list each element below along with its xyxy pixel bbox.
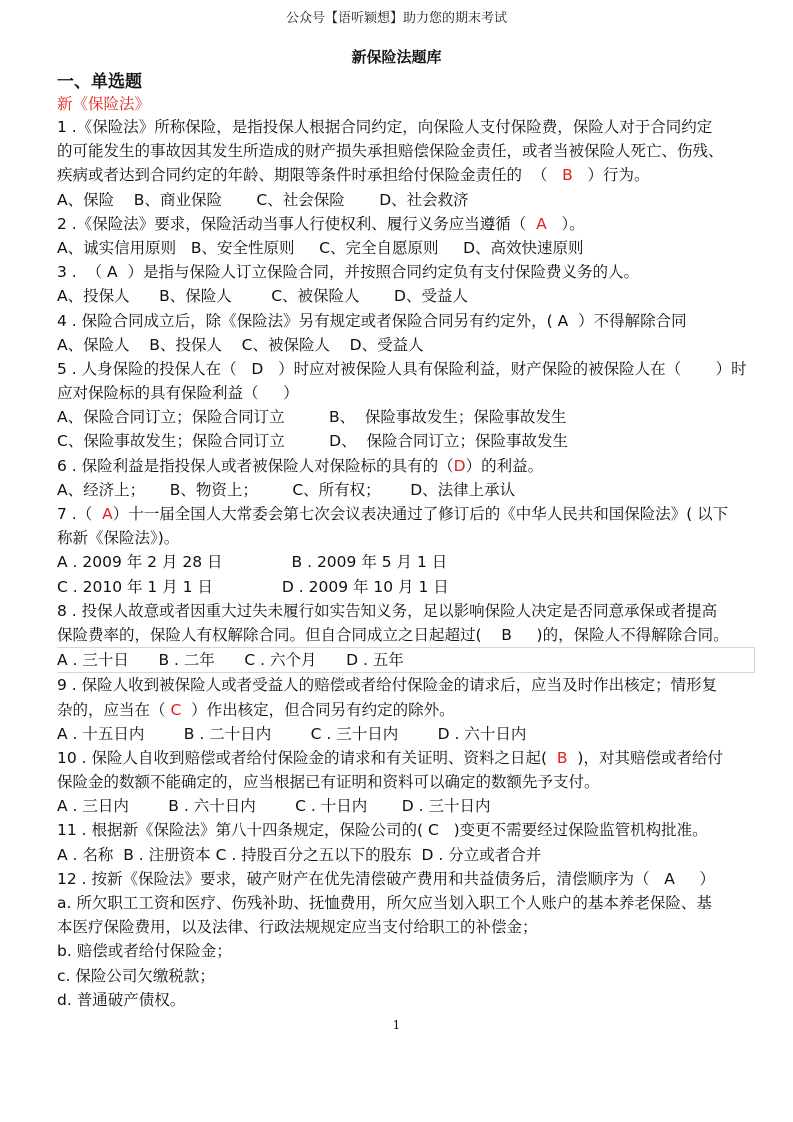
line-text: C . 2010 年 1 月 1 日 D . 2009 年 10 月 1 日 — [57, 577, 449, 596]
question-line — [57, 575, 747, 599]
line-text-tail: ）的利益。 — [465, 456, 544, 475]
line-text: 的可能发生的事故因其发生所造成的财产损失承担赔偿保险金责任，或者当被保险人死亡、伤残、 — [57, 142, 724, 161]
question-line — [57, 599, 747, 623]
line-text: 3 . （ A ）是指与保险人订立保险合同，并按照合同约定负有支付保险费义务的人。 — [57, 263, 639, 282]
line-text: 11 . 根据新《保险法》第八十四条规定，保险公司的( C )变更不需要经过保险监管机构批准。 — [57, 821, 708, 840]
answer-mark: B — [562, 166, 573, 185]
line-text: 疾病或者达到合同约定的年龄、期限等条件时承担给付保险金责任的 （ — [57, 166, 563, 185]
question-line — [57, 722, 747, 746]
question-line — [57, 647, 755, 673]
line-text: a. 所欠职工工资和医疗、伤残补助、抚恤费用，所欠应当划入职工个人账户的基本养老保险、基 — [57, 894, 712, 912]
page-header: 公众号【语听颖想】助力您的期末考试 — [285, 11, 507, 26]
line-text-tail: ）。 — [546, 214, 585, 233]
answer-mark: A — [102, 505, 113, 523]
line-text: 应对保险标的具有保险利益（ ） — [57, 384, 299, 403]
line-text: 6 . 保险利益是指投保人或者被保险人对保险标的具有的（ — [57, 456, 454, 475]
question-line — [57, 115, 747, 139]
line-text: A . 2009 年 2 月 28 日 B . 2009 年 5 月 1 日 — [57, 553, 448, 572]
line-text-tail: )，对其赔偿或者给付 — [567, 748, 723, 767]
line-text: d. 普通破产债权。 — [57, 990, 186, 1009]
question-line — [57, 623, 747, 647]
question-line — [57, 502, 747, 526]
question-line — [57, 770, 747, 794]
line-text: 称新《保险法》)。 — [57, 529, 180, 548]
question-line — [57, 915, 747, 939]
question-line — [57, 964, 747, 988]
question-line — [57, 139, 747, 163]
line-text-tail: ）十一届全国人大常委会第七次会议表决通过了修订后的《中华人民共和国保险法》( 以下 — [112, 505, 729, 523]
line-text: A、保险合同订立；保险合同订立 B、 保险事故发生；保险事故发生 — [57, 408, 567, 427]
line-text: A、保险人 B、投保人 C、被保险人 D、受益人 — [57, 335, 424, 354]
question-line — [57, 429, 747, 453]
answer-mark: D — [453, 456, 466, 475]
question-line — [57, 939, 747, 963]
question-line — [57, 673, 747, 697]
subsection-heading: 新《保险法》 — [57, 95, 151, 113]
line-text-tail: ）行为。 — [572, 166, 650, 185]
line-text: c. 保险公司欠缴税款； — [57, 966, 215, 985]
line-text: 10 . 保险人自收到赔偿或者给付保险金的请求和有关证明、资料之日起( — [57, 748, 557, 767]
line-text: 7 .（ — [57, 505, 103, 523]
question-line — [57, 891, 747, 915]
question-line — [57, 867, 747, 891]
line-text: A、经济上； B、物资上； C、所有权； D、法律上承认 — [57, 480, 516, 499]
line-text: A . 名称 B . 注册资本 C . 持股百分之五以下的股东 D . 分立或者合并 — [57, 845, 542, 864]
question-line — [57, 212, 747, 236]
answer-mark: B — [556, 748, 568, 767]
question-line — [57, 818, 747, 842]
line-text: 1 .《保险法》所称保险，是指投保人根据合同约定，向保险人支付保险费，保险人对于合同约定 — [57, 118, 713, 136]
question-line — [57, 381, 747, 405]
line-text: 保险费率的，保险人有权解除合同。但自合同成立之日起超过( B )的，保险人不得解除合同。 — [57, 625, 729, 644]
document-title: 新保险法题库 — [351, 48, 442, 66]
question-line — [57, 284, 747, 308]
section-heading: 一、单选题 — [57, 72, 142, 92]
question-line — [57, 526, 747, 550]
question-line — [57, 333, 747, 357]
line-text: 2 .《保险法》要求，保险活动当事人行使权利、履行义务应当遵循（ — [57, 214, 537, 233]
question-line — [57, 454, 747, 478]
line-text: 杂的，应当在（ — [57, 700, 171, 719]
question-line — [57, 698, 747, 722]
question-line — [57, 550, 747, 574]
question-line — [57, 746, 747, 770]
question-line — [57, 309, 747, 333]
page-number: 1 — [392, 1018, 401, 1032]
question-list — [57, 115, 747, 1012]
answer-mark: C — [170, 700, 182, 719]
line-text: 本医疗保险费用，以及法律、行政法规规定应当支付给职工的补偿金； — [57, 918, 538, 937]
line-text: A . 三日内 B . 六十日内 C . 十日内 D . 三十日内 — [57, 797, 491, 816]
line-text: 5 . 人身保险的投保人在（ D ）时应对被保险人具有保险利益，财产保险的被保险人在（ ）时 — [57, 359, 747, 378]
line-text: A、诚实信用原则 B、安全性原则 C、完全自愿原则 D、高效快速原则 — [57, 238, 584, 257]
line-text: 保险金的数额不能确定的，应当根据已有证明和资料可以确定的数额先予支付。 — [57, 773, 600, 792]
line-text: C、保险事故发生；保险合同订立 D、 保险合同订立；保险事故发生 — [57, 432, 568, 451]
question-line — [57, 843, 747, 867]
question-line — [57, 478, 747, 502]
line-text: 4 . 保险合同成立后，除《保险法》另有规定或者保险合同另有约定外，( A ）不得解除合同 — [57, 311, 687, 330]
line-text: A . 十五日内 B . 二十日内 C . 三十日内 D . 六十日内 — [57, 724, 527, 743]
line-text: A、保险 B、商业保险 C、社会保险 D、社会救济 — [57, 190, 469, 209]
line-text-tail: ）作出核定，但合同另有约定的除外。 — [181, 700, 455, 719]
question-line — [57, 260, 747, 284]
question-line — [57, 236, 747, 260]
line-text: A、投保人 B、保险人 C、被保险人 D、受益人 — [57, 287, 468, 306]
line-text: 8 . 投保人故意或者因重大过失未履行如实告知义务，足以影响保险人决定是否同意承保或者提高 — [57, 601, 718, 620]
question-line — [57, 405, 747, 429]
line-text: A . 三十日 B . 二年 C . 六个月 D . 五年 — [57, 651, 404, 670]
question-line — [57, 163, 747, 187]
question-line — [57, 988, 747, 1012]
question-line — [57, 357, 747, 381]
question-line — [57, 794, 747, 818]
line-text: b. 赔偿或者给付保险金； — [57, 942, 232, 961]
question-line — [57, 188, 747, 212]
answer-mark: A — [536, 214, 547, 233]
line-text: 12 . 按新《保险法》要求，破产财产在优先清偿破产费用和共益债务后，清偿顺序为（ A ） — [57, 869, 716, 888]
line-text: 9 . 保险人收到被保险人或者受益人的赔偿或者给付保险金的请求后，应当及时作出核定；情形复 — [57, 676, 718, 695]
